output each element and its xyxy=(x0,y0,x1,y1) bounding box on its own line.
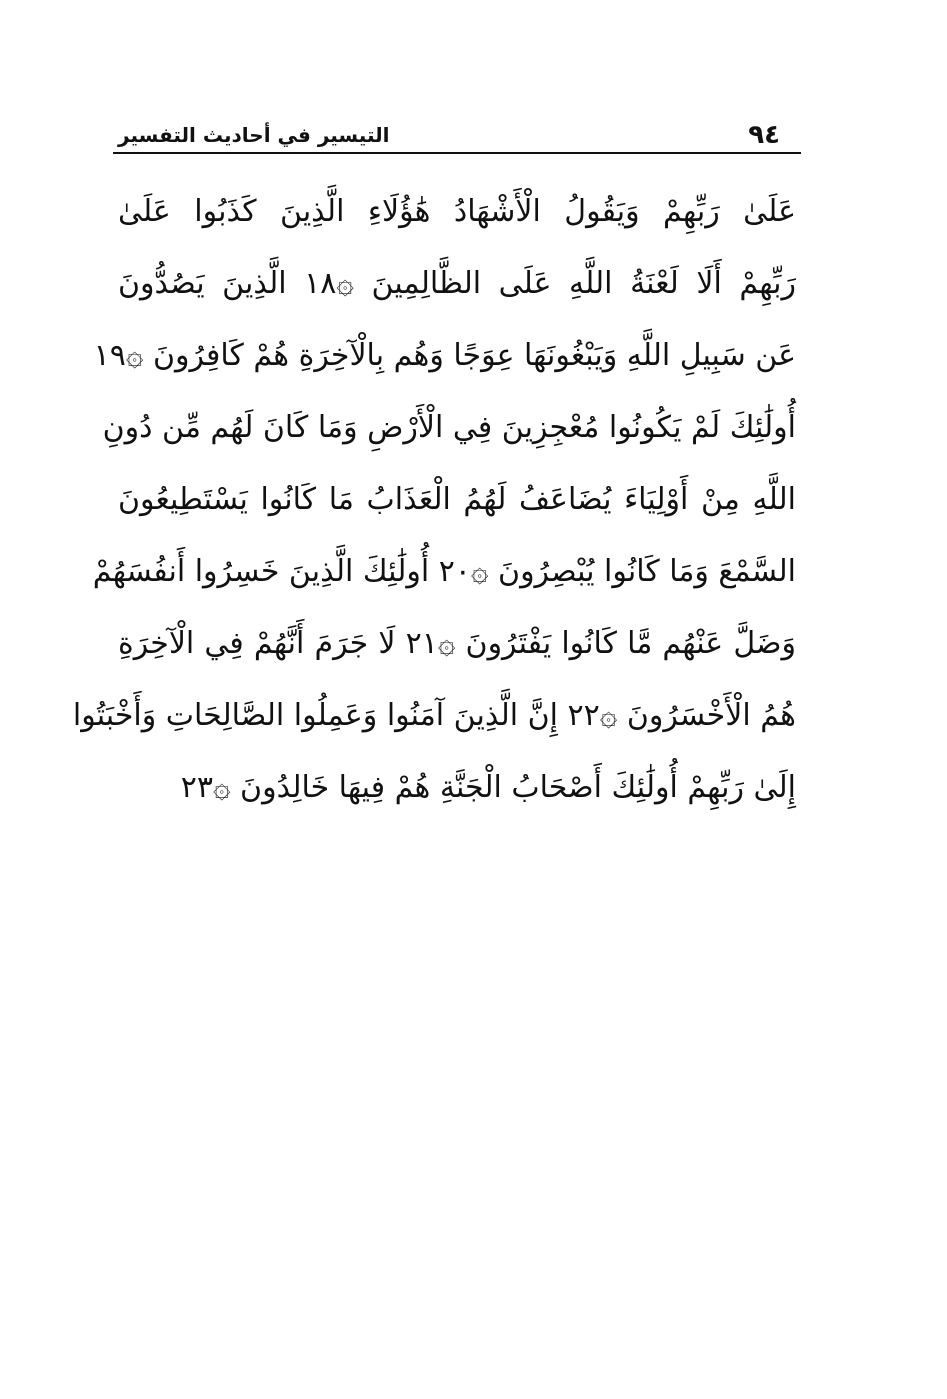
running-title: التيسير في أحاديث التفسير xyxy=(118,123,390,147)
text-line-9: إِلَىٰ رَبِّهِمْ أُولَٰئِكَ أَصْحَابُ الْجَنَّةِ هُمْ فِيهَا خَالِدُونَ ۞٢٣ xyxy=(180,770,796,805)
text-line-1: عَلَىٰ رَبِّهِمْ وَيَقُولُ الْأَشْهَادُ هَٰؤُلَاءِ الَّذِينَ كَذَبُوا عَلَىٰ xyxy=(118,194,796,229)
text-line-2: رَبِّهِمْ أَلَا لَعْنَةُ اللَّهِ عَلَى الظَّالِمِينَ ۞١٨ الَّذِينَ يَصُدُّونَ xyxy=(118,266,796,301)
text-line-5: اللَّهِ مِنْ أَوْلِيَاءَ يُضَاعَفُ لَهُمُ الْعَذَابُ مَا كَانُوا يَسْتَطِيعُونَ xyxy=(118,482,796,517)
text-line-8: هُمُ الْأَخْسَرُونَ ۞٢٢ إِنَّ الَّذِينَ آمَنُوا وَعَمِلُوا الصَّالِحَاتِ وَأَخْبَتُوا xyxy=(72,698,796,733)
text-line-7: وَضَلَّ عَنْهُم مَّا كَانُوا يَفْتَرُونَ ۞٢١ لَا جَرَمَ أَنَّهُمْ فِي الْآخِرَةِ xyxy=(118,626,796,661)
page-header xyxy=(118,118,800,152)
header-divider xyxy=(113,152,801,154)
text-line-3: عَن سَبِيلِ اللَّهِ وَيَبْغُونَهَا عِوَجًا وَهُم بِالْآخِرَةِ هُمْ كَافِرُونَ ۞١٩ xyxy=(93,338,796,373)
page-number: ٩٤ xyxy=(748,120,780,150)
text-line-6: السَّمْعَ وَمَا كَانُوا يُبْصِرُونَ ۞٢٠ أُولَٰئِكَ الَّذِينَ خَسِرُوا أَنفُسَهُمْ xyxy=(92,554,796,589)
text-line-4: أُولَٰئِكَ لَمْ يَكُونُوا مُعْجِزِينَ فِي الْأَرْضِ وَمَا كَانَ لَهُم مِّن دُونِ xyxy=(102,410,796,445)
quran-text-block xyxy=(72,176,796,824)
